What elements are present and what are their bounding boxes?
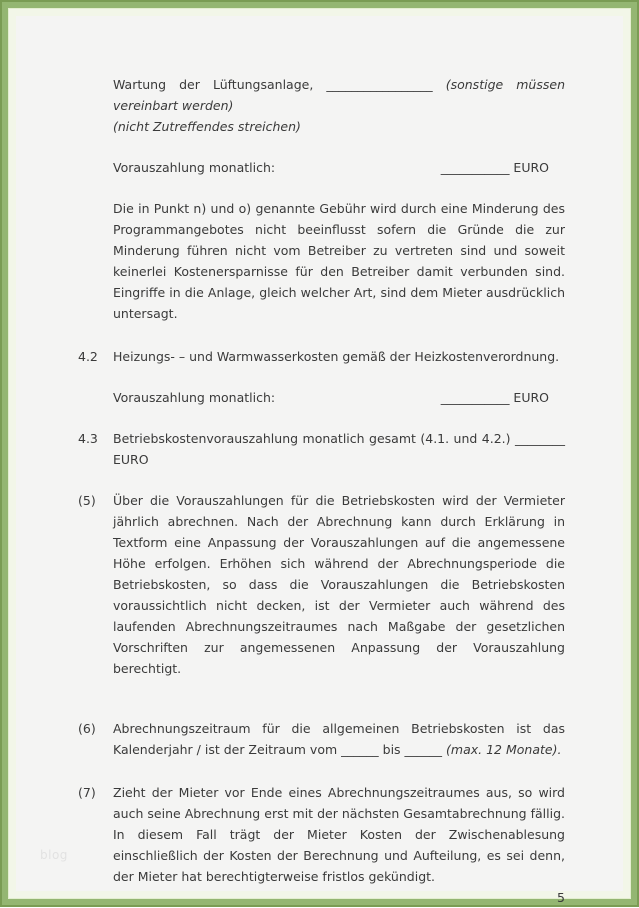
watermark: blog — [40, 848, 68, 862]
clause-5-text-block — [113, 490, 565, 679]
fill-in-blank: ___________ — [440, 160, 510, 175]
prepayment-row-1-content — [113, 157, 565, 178]
clause-gebuehr-text-block — [113, 198, 565, 324]
clause-wartung — [78, 74, 565, 116]
clause-5 — [78, 490, 565, 679]
currency-label: EURO — [113, 452, 149, 467]
clause-4-2-text-block — [113, 346, 565, 367]
fill-in-blank: _________________ — [326, 77, 433, 92]
clause-gebuehr-text: Die in Punkt n) und o) genannte Gebühr wird durch eine Minderung des Programmangebotes nicht beeinflusst sofern die Gründe die zur Minderung führen nicht vom Betreiber zu vertreten sind und soweit keinerlei Kostenersparnisse für den Betreiber damit verbunden sind. Eingriffe in die Anlage, gleich welcher Art, sind dem Mieter ausdrücklich untersagt. — [113, 201, 565, 321]
clause-5-text: Über die Vorauszahlungen für die Betriebskosten wird der Vermieter jährlich abrechnen. Nach der Abrechnung kann durch Erklärung in Textform eine Anpassung der Vorauszahlungen auf die angemessene Höhe erfolgen. Erhöhen sich während der Abrechnungsperiode die Betriebskosten, so dass die Vorauszahlungen die Betriebskosten voraussichtlich nicht decken, ist der Vermieter auch während des laufenden Abrechnungszeitraumes nach Maßgabe der gesetzlichen Vorschriften zur angemessenen Anpassung der Vorauszahlung berechtigt. — [113, 493, 565, 676]
clause-6-text: Abrechnungszeitraum für die allgemeinen Betriebskosten ist das Kalenderjahr / ist der Zeitraum vom — [113, 721, 565, 757]
clause-wartung-text: Wartung der Lüftungsanlage, — [113, 77, 314, 92]
prepayment-row-2-content — [113, 387, 565, 408]
currency-label: EURO — [513, 160, 549, 175]
clause-number-empty — [78, 387, 113, 408]
page-number: 5 — [557, 890, 565, 905]
fill-in-blank: ______ — [341, 742, 379, 757]
clause-number: (5) — [78, 493, 96, 508]
page-footer — [78, 887, 565, 908]
clause-6-text-block — [113, 718, 565, 760]
prepayment-row-1 — [78, 157, 565, 178]
clause-6-text-mid: bis — [382, 742, 401, 757]
clause-gebuehr — [78, 198, 565, 324]
clause-number-empty — [78, 116, 113, 137]
clause-number: (7) — [78, 785, 96, 800]
clause-streichen-text-block — [113, 116, 565, 137]
clause-number: (6) — [78, 721, 96, 736]
page-inner-border — [8, 8, 631, 905]
clause-6-note: (max. 12 Monate). — [446, 742, 562, 757]
clause-6 — [78, 718, 565, 760]
clause-number: 4.3 — [78, 431, 98, 446]
clause-number: 4.2 — [78, 349, 98, 364]
clause-4-2-text: Heizungs- – und Warmwasserkosten gemäß der Heizkostenverordnung. — [113, 349, 560, 364]
clause-4-3 — [78, 428, 565, 470]
fill-in-blank: ___________ — [440, 390, 510, 405]
clause-wartung-note: (sonstige müssen vereinbart werden) — [113, 77, 565, 113]
clause-number-empty — [78, 74, 113, 116]
clause-number-empty — [78, 198, 113, 324]
clause-number-empty — [78, 887, 113, 908]
prepayment-row-2 — [78, 387, 565, 408]
prepayment-label: Vorauszahlung monatlich: — [113, 390, 276, 405]
prepayment-amount — [441, 387, 565, 408]
prepayment-label: Vorauszahlung monatlich: — [113, 160, 276, 175]
fill-in-blank: ______ — [404, 742, 443, 757]
clause-4-3-text: Betriebskostenvorauszahlung monatlich gesamt (4.1. und 4.2.) — [113, 431, 511, 446]
document-page — [16, 16, 623, 905]
clause-streichen — [78, 116, 565, 137]
fill-in-blank: ________ — [515, 431, 565, 446]
clause-4-3-text-block — [113, 428, 565, 470]
prepayment-amount — [441, 157, 565, 178]
clause-streichen-note: (nicht Zutreffendes streichen) — [113, 119, 301, 134]
clause-wartung-text-block — [113, 74, 565, 116]
currency-label: EURO — [513, 390, 549, 405]
clause-7-text: Zieht der Mieter vor Ende eines Abrechnungszeitraumes aus, so wird auch seine Abrechnung erst mit der nächsten Gesamtabrechnung fällig. In diesem Fall trägt der Mieter Kosten der Zwischenablesung einschließlich der Kosten der Berechnung und Aufteilung, es sei denn, der Mieter hat berechtigterweise fristlos gekündigt. — [113, 785, 565, 884]
clause-7-text-block — [113, 782, 565, 887]
clause-7 — [78, 782, 565, 887]
clause-number-empty — [78, 157, 113, 178]
clause-4-2 — [78, 346, 565, 367]
